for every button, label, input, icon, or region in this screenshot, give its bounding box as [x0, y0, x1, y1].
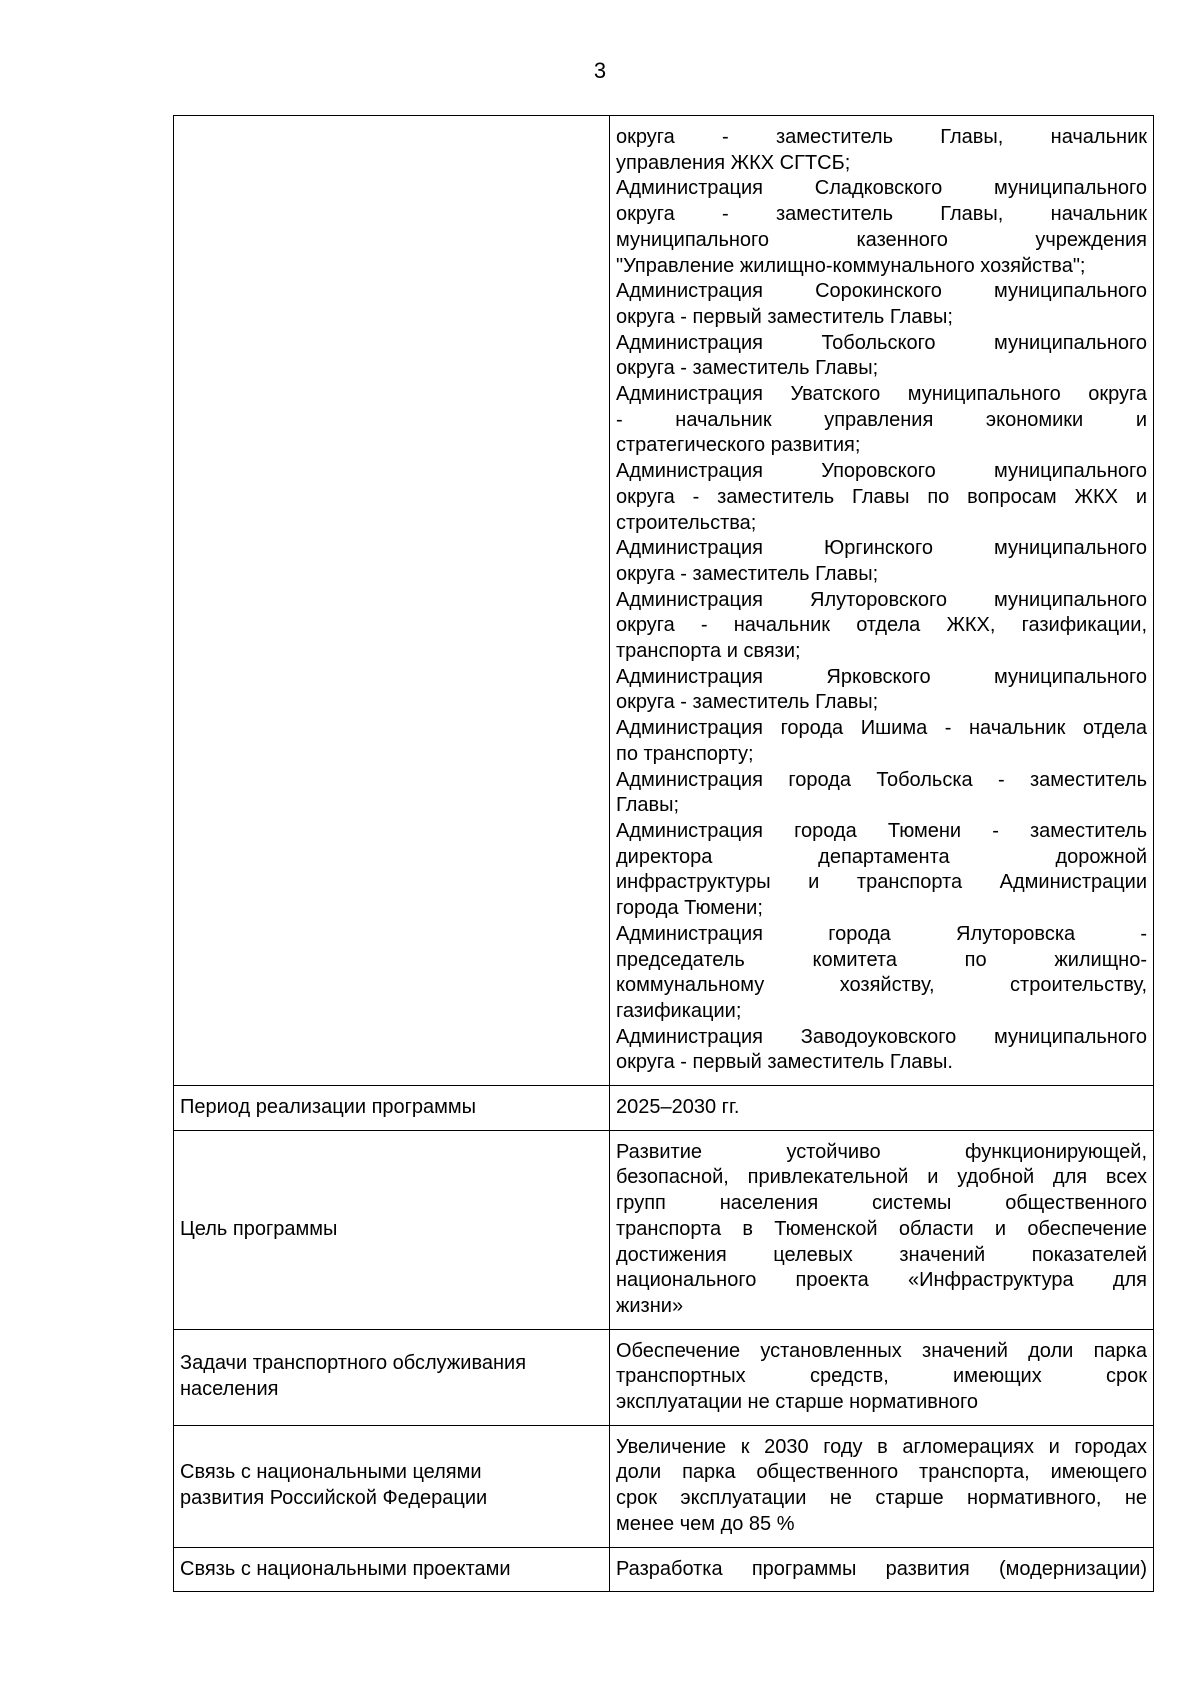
national-goals-value — [616, 1426, 1147, 1547]
text-line: Администрация города Ишима - начальник отдела — [616, 717, 1147, 740]
text-line: председатель комитета по жилищно- — [616, 948, 1147, 971]
text-line: эксплуатации не старше нормативного — [616, 1391, 979, 1414]
table-row-national-projects — [174, 1547, 1154, 1592]
text-line: округа - начальник отдела ЖКХ, газификации, — [616, 614, 1147, 637]
text-line: Администрация Тобольского муниципального — [616, 331, 1147, 354]
goal-label — [174, 1130, 610, 1329]
period-label — [174, 1086, 610, 1131]
text-line: групп населения системы общественного — [616, 1192, 1147, 1215]
national-projects-value-cell — [610, 1547, 1154, 1592]
text-line: Администрация Упоровского муниципального — [616, 460, 1147, 483]
text-line: Обеспечение установленных значений доли парка — [616, 1339, 1147, 1362]
national-goals-value-cell — [610, 1425, 1154, 1547]
label-line: Задачи транспортного обслуживания — [180, 1352, 527, 1375]
text-line: города Тюмени; — [616, 897, 763, 920]
text-line: "Управление жилищно-коммунального хозяйства"; — [616, 254, 1086, 277]
tasks-value — [616, 1330, 1147, 1425]
text-line: Администрация Уватского муниципального округа — [616, 383, 1147, 406]
text-line: Администрация Ярковского муниципального — [616, 665, 1147, 688]
text-line: Разработка программы развития (модернизации) — [616, 1557, 1147, 1580]
text-line: - начальник управления экономики и — [616, 408, 1147, 431]
text-line: Администрация Заводоуковского муниципального — [616, 1025, 1147, 1048]
text-line: округа - заместитель Главы; — [616, 357, 879, 380]
table-row-national-goals — [174, 1425, 1154, 1547]
text-line: транспорта в Тюменской области и обеспечение — [616, 1217, 1147, 1240]
period-label-text: Период реализации программы — [180, 1096, 477, 1119]
text-line: национального проекта «Инфраструктура для — [616, 1269, 1147, 1292]
label-cell-empty — [174, 116, 610, 1086]
text-line: менее чем до 85 % — [616, 1512, 795, 1535]
text-line: достижения целевых значений показателей — [616, 1243, 1147, 1266]
text-line: Развитие устойчиво функционирующей, — [616, 1140, 1147, 1163]
table-row-responsible-executors — [174, 116, 1154, 1086]
text-line: Администрация города Ялуторовска - — [616, 922, 1147, 945]
text-line: транспорта и связи; — [616, 640, 801, 663]
label-line: населения — [180, 1378, 279, 1401]
text-line: коммунальному хозяйству, строительству, — [616, 974, 1147, 997]
responsible-executors-cell — [610, 116, 1154, 1086]
label-line: Связь с национальными целями — [180, 1461, 482, 1484]
goal-label-text: Цель программы — [180, 1217, 338, 1240]
text-line: Администрация Сладковского муниципального — [616, 177, 1147, 200]
text-line: Администрация города Тюмени - заместитель — [616, 819, 1147, 842]
tasks-label — [174, 1329, 610, 1425]
text-line: транспортных средств, имеющих срок — [616, 1365, 1147, 1388]
national-projects-label-text: Связь с национальными проектами — [180, 1557, 511, 1580]
text-line: Администрация Сорокинского муниципального — [616, 280, 1147, 303]
text-line: срок эксплуатации не старше нормативного, не — [616, 1487, 1147, 1510]
page-number: 3 — [593, 58, 607, 83]
text-line: Администрация Юргинского муниципального — [616, 537, 1147, 560]
text-line: Главы; — [616, 794, 680, 817]
text-line: округа - заместитель Главы; — [616, 562, 879, 585]
text-line: округа - заместитель Главы, начальник — [616, 126, 1147, 148]
text-line: округа - заместитель Главы, начальник — [616, 203, 1147, 226]
national-goals-label — [174, 1425, 610, 1547]
text-line: по транспорту; — [616, 742, 754, 765]
national-projects-label — [174, 1547, 610, 1592]
text-line: стратегического развития; — [616, 434, 861, 457]
text-line: округа - заместитель Главы; — [616, 691, 879, 714]
tasks-value-cell — [610, 1329, 1154, 1425]
text-line: жизни» — [616, 1294, 684, 1317]
period-value: 2025–2030 гг. — [616, 1096, 740, 1119]
text-line: газификации; — [616, 999, 742, 1022]
text-line: округа - первый заместитель Главы. — [616, 1051, 953, 1074]
period-value-cell — [610, 1086, 1154, 1131]
text-line: Администрация Ялуторовского муниципального — [616, 588, 1147, 611]
text-line: Увеличение к 2030 году в агломерациях и городах — [616, 1435, 1147, 1458]
table-row-goal — [174, 1130, 1154, 1329]
text-line: директора департамента дорожной — [616, 845, 1147, 868]
text-line: округа - заместитель Главы по вопросам ЖКХ и — [616, 485, 1147, 508]
goal-value — [616, 1131, 1147, 1329]
text-line: Администрация города Тобольска - заместитель — [616, 768, 1147, 791]
tasks-label-text — [180, 1342, 603, 1411]
goal-value-cell — [610, 1130, 1154, 1329]
responsible-executors-text — [616, 116, 1147, 1085]
national-projects-value — [616, 1548, 1147, 1587]
text-line: инфраструктуры и транспорта Администрации — [616, 871, 1147, 894]
table-row-tasks — [174, 1329, 1154, 1425]
label-line: развития Российской Федерации — [180, 1487, 488, 1510]
text-line: округа - первый заместитель Главы; — [616, 305, 953, 328]
text-line: безопасной, привлекательной и удобной для всех — [616, 1166, 1147, 1189]
text-line: управления ЖКХ СГТСБ; — [616, 151, 851, 174]
text-line: доли парка общественного транспорта, имеющего — [616, 1461, 1147, 1484]
program-passport-table — [173, 115, 1154, 1592]
table-row-period — [174, 1086, 1154, 1131]
text-line: строительства; — [616, 511, 757, 534]
national-goals-label-text — [180, 1451, 603, 1520]
text-line: муниципального казенного учреждения — [616, 228, 1147, 251]
